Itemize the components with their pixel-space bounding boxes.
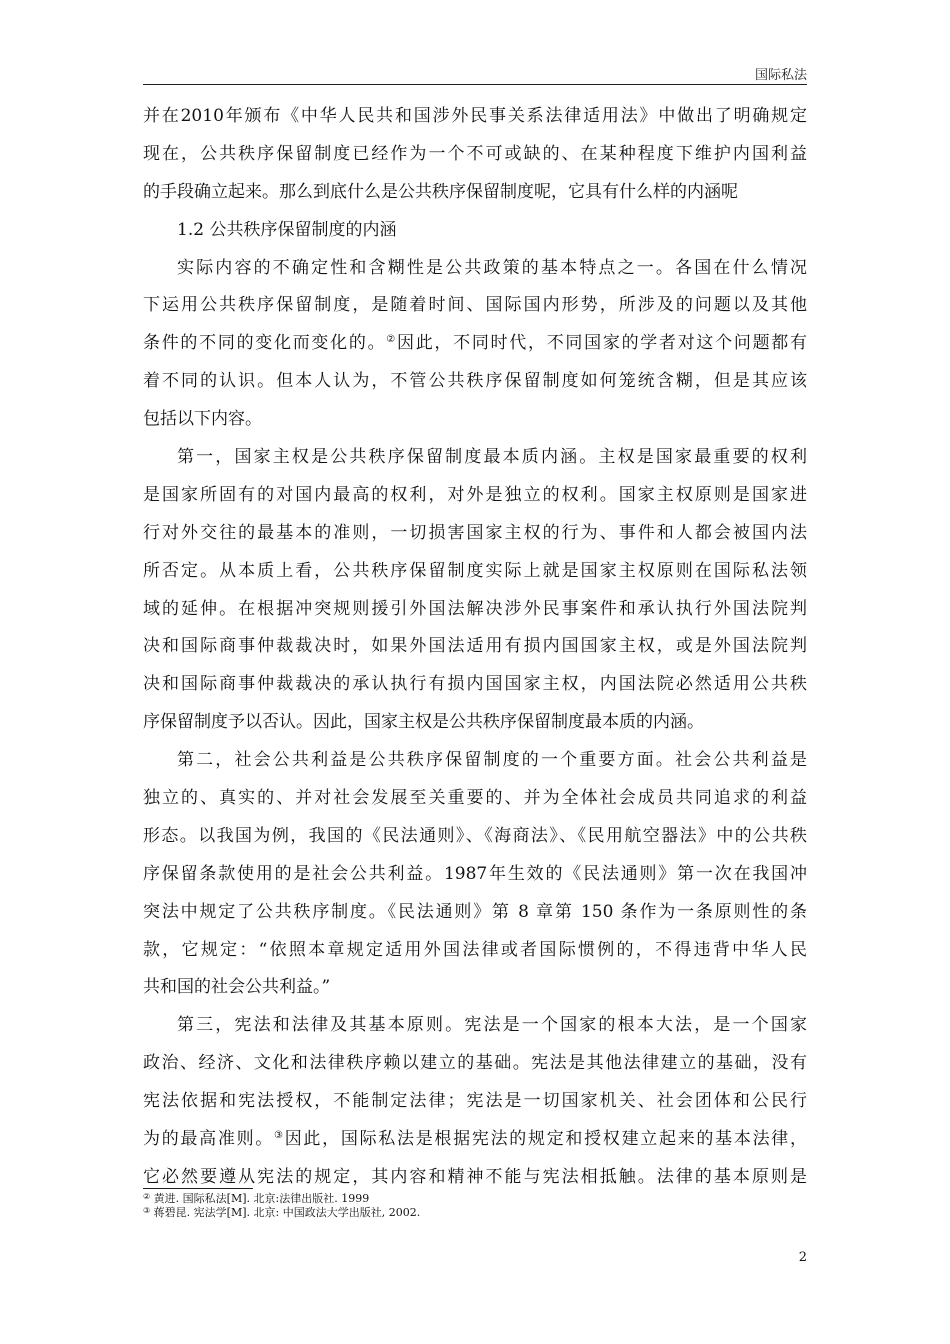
text-line: 下运用公共秩序保留制度，是随着时间、国际国内形势，所涉及的问题以及其他 (143, 295, 807, 316)
header-divider (143, 84, 807, 85)
footnote-mark: ③ (143, 1206, 151, 1215)
text-line: 是国家所固有的对国内最高的权利，对外是独立的权利。国家主权原则是国家进 (143, 484, 807, 505)
text-line: 着不同的认识。但本人认为，不管公共秩序保留制度如何笼统含糊，但是其应该 (143, 371, 807, 392)
text-line: 现在，公共秩序保留制度已经作为一个不可或缺的、在某种程度下维护内国利益 (143, 143, 807, 164)
text-line: 的手段确立起来。那么到底什么是公共秩序保留制度呢，它具有什么样的内涵呢 (143, 181, 738, 202)
text-line: 第一，国家主权是公共秩序保留制度最本质内涵。主权是国家最重要的权利 (177, 447, 807, 468)
text-line: 第三，宪法和法律及其基本原则。宪法是一个国家的根本大法，是一个国家 (177, 1015, 807, 1036)
text-line: 实际内容的不确定性和含糊性是公共政策的基本特点之一。各国在什么情况 (177, 257, 807, 278)
text-line: 为的最高准则。③因此，国际私法是根据宪法的规定和授权建立起来的基本法律， (143, 1129, 807, 1150)
footnote-mark: ② (143, 1192, 151, 1201)
text-line: 序保留条款使用的是社会公共利益。1987年生效的《民法通则》第一次在我国冲 (143, 863, 807, 884)
text-line: 行对外交往的最基本的准则，一切损害国家主权的行为、事件和人都会被国内法 (143, 522, 807, 543)
body-text (143, 98, 807, 1197)
text-line: 它必然要遵从宪法的规定，其内容和精神不能与宪法相抵触。法律的基本原则是 (143, 1166, 807, 1187)
footnote-entry: ③ 蒋碧昆. 宪法学[M]. 北京: 中国政法大学出版社, 2002. (143, 1206, 421, 1219)
text-line: 共和国的社会公共利益。” (143, 977, 331, 998)
running-header: 国际私法 (754, 68, 807, 83)
text-line: 政治、经济、文化和法律秩序赖以建立的基础。宪法是其他法律建立的基础，没有 (143, 1053, 807, 1074)
footnotes (143, 1192, 420, 1220)
text-line: 突法中规定了公共秩序制度。《民法通则》第 8 章第 150 条作为一条原则性的条 (143, 901, 807, 922)
text-line: 决和国际商事仲裁裁决的承认执行有损内国国家主权，内国法院必然适用公共秩 (143, 674, 807, 695)
footnote-reference: ③ (274, 1130, 285, 1142)
footnote-reference: ② (386, 334, 397, 346)
text-line: 形态。以我国为例，我国的《民法通则》、《海商法》、《民用航空器法》中的公共秩 (143, 825, 807, 846)
footnote-divider (143, 1188, 253, 1189)
footnote-entry: ② 黄进. 国际私法[M]. 北京:法律出版社. 1999 (143, 1192, 370, 1205)
text-line: 域的延伸。在根据冲突规则援引外国法解决涉外民事案件和承认执行外国法院判 (143, 598, 807, 619)
text-line: 所否定。从本质上看，公共秩序保留制度实际上就是国家主权原则在国际私法领 (143, 560, 807, 581)
text-line: 独立的、真实的、并对社会发展至关重要的、并为全体社会成员共同追求的利益 (143, 788, 807, 809)
text-line: 包括以下内容。 (143, 409, 262, 430)
text-line: 1.2 公共秩序保留制度的内涵 (177, 219, 397, 240)
text-line: 宪法依据和宪法授权，不能制定法律；宪法是一切国家机关、社会团体和公民行 (143, 1091, 807, 1112)
page-number: 2 (798, 1250, 807, 1265)
text-line: 款，它规定：“依照本章规定适用外国法律或者国际惯例的，不得违背中华人民 (143, 939, 807, 960)
text-line: 并在2010年颁布《中华人民共和国涉外民事关系法律适用法》中做出了明确规定 (143, 106, 807, 126)
text-line: 第二，社会公共利益是公共秩序保留制度的一个重要方面。社会公共利益是 (177, 750, 807, 771)
text-line: 条件的不同的变化而变化的。②因此，不同时代，不同国家的学者对这个问题都有 (143, 333, 807, 354)
text-line: 序保留制度予以否认。因此，国家主权是公共秩序保留制度最本质的内涵。 (143, 712, 704, 733)
text-line: 决和国际商事仲裁裁决时，如果外国法适用有损内国国家主权，或是外国法院判 (143, 636, 807, 657)
